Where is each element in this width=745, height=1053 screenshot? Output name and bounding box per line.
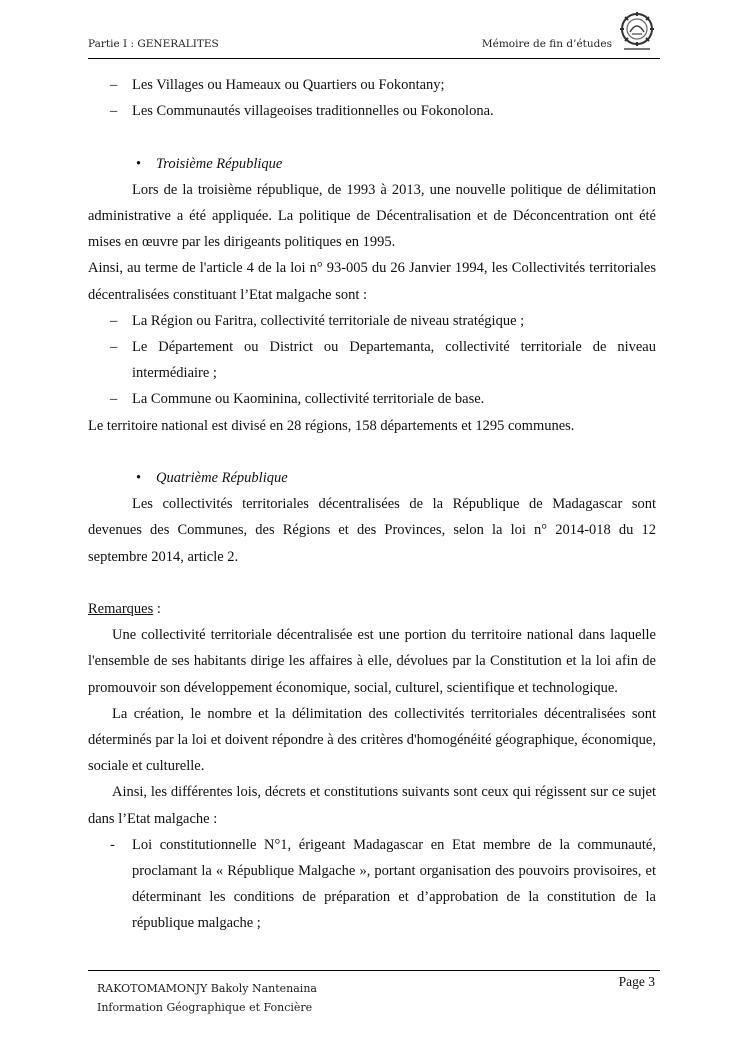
paragraph: Les collectivités territoriales décentralisées de la République de Madagascar sont devenues des Communes, des Régions et des Provinces, selon la loi n° 2014-018 du 12 septembre 2014, article 2. [88, 496, 656, 565]
header-part-title: Partie I : GENERALITES [88, 38, 219, 50]
dash-marker: – [110, 77, 118, 93]
bullet-marker: • [136, 155, 142, 172]
footer-program: Information Géographique et Foncière [97, 1001, 313, 1014]
header-document-type: Mémoire de fin d’études [481, 38, 612, 50]
spacer [88, 570, 656, 596]
paragraph: La création, le nombre et la délimitation des collectivités territoriales décentralisées sont déterminés par la loi et doivent répondre à des critères d'homogénéité géographique, économique, sociale et culturelle. [88, 705, 656, 775]
bullet-marker: • [136, 470, 142, 487]
list-item [88, 832, 656, 937]
section-heading-fourth-republic [88, 465, 656, 491]
dash-marker: – [110, 103, 118, 120]
list-item-text: Le Département ou District ou Departemanta, collectivité territoriale de niveau intermédiaire ; [132, 339, 656, 382]
dash-marker: – [110, 339, 118, 356]
section-heading-third-republic [88, 151, 656, 177]
remarks-colon: : [153, 601, 161, 618]
dash-marker: – [110, 391, 118, 408]
spacer [88, 439, 656, 465]
remarks-label: Remarques [88, 601, 154, 618]
remarks-heading [88, 596, 656, 622]
list-item-text: La Région ou Faritra, collectivité territoriale de niveau stratégique ; [132, 312, 525, 329]
header-divider [88, 58, 660, 59]
list-item [88, 334, 656, 386]
list-item [88, 308, 656, 334]
section-heading-text: Troisième République [156, 155, 283, 172]
paragraph: Ainsi, les différentes lois, décrets et constitutions suivants sont ceux qui régissent sur ce sujet dans l’Etat malgache : [88, 784, 656, 827]
paragraph: Une collectivité territoriale décentralisée est une portion du territoire national dans laquelle l'ensemble de ses habitants dirige les affaires à elle, dévolues par la Constitution et la loi afin de promouvoir son développement économique, social, culturel, scientifique et technologique. [88, 627, 656, 696]
page-footer [97, 979, 317, 1017]
list-item [88, 386, 656, 412]
spacer [88, 124, 656, 150]
hyphen-marker: - [110, 836, 115, 853]
list-item-text: La Commune ou Kaominina, collectivité territoriale de base. [132, 391, 485, 408]
list-item [88, 98, 656, 124]
list-item-text: Loi constitutionnelle N°1, érigeant Madagascar en Etat membre de la communauté, proclamant la « République Malgache », portant organisation des pouvoirs provisoires, et déterminant les conditions de préparation et d’approbation de la constitution de la république malgache ; [132, 836, 656, 932]
list-item-text: Les Villages ou Hameaux ou Quartiers ou Fokontany; [132, 77, 445, 93]
list-item-text: Les Communautés villageoises traditionnelles ou Fokonolona. [132, 103, 494, 120]
page-body [88, 72, 656, 937]
section-heading-text: Quatrième République [156, 470, 288, 487]
page-header [88, 10, 658, 60]
footer-divider [88, 970, 660, 971]
paragraph: Ainsi, au terme de l'article 4 de la loi n° 93-005 du 26 Janvier 1994, les Collectivités territoriales décentralisées constituant l’Etat malgache sont : [88, 260, 656, 303]
page-number: Page 3 [618, 974, 655, 989]
footer-author: RAKOTOMAMONJY Bakoly Nantenaina [97, 982, 317, 995]
dash-marker: – [110, 312, 118, 329]
paragraph: Lors de la troisième république, de 1993 à 2013, une nouvelle politique de délimitation administrative a été appliquée. La politique de Décentralisation et de Déconcentration ont été mises en œuvre par les dirigeants politiques en 1995. [88, 181, 656, 251]
list-item [88, 72, 656, 98]
paragraph: Le territoire national est divisé en 28 régions, 158 départements et 1295 communes. [88, 417, 575, 434]
institution-logo-icon [616, 10, 658, 52]
